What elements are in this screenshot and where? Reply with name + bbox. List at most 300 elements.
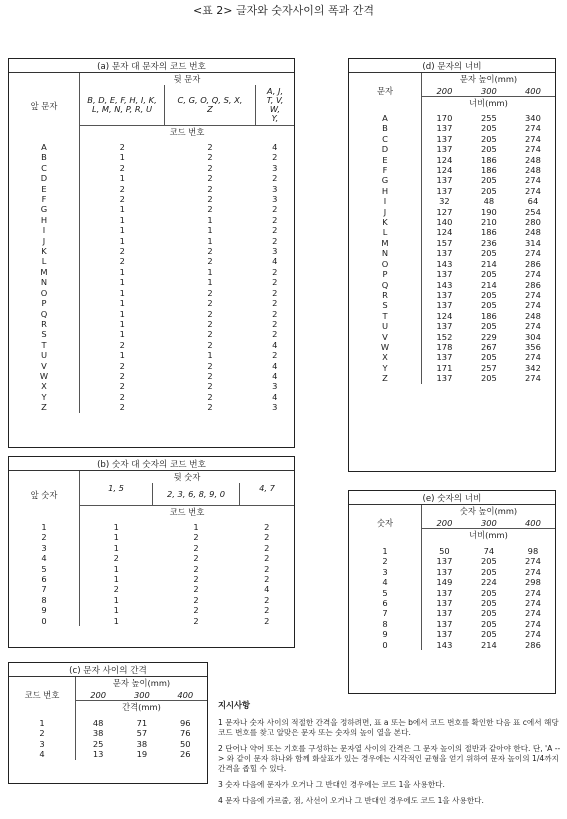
table-cell: 38 (136, 738, 148, 749)
table-cell: 205 (480, 123, 497, 134)
table-cell: 157 (422, 238, 467, 248)
table-cell: 3 (272, 194, 278, 205)
table-cell: 3 (272, 381, 278, 392)
table-row (9, 163, 294, 173)
table-cell: 76 (180, 728, 191, 739)
table-cell: 274 (525, 133, 541, 144)
row-label: V (382, 331, 388, 342)
table-e-sub-header: 너비(mm) (422, 529, 556, 542)
table-cell: 2 (80, 256, 165, 266)
table-b-group-1: 1, 5 (80, 483, 153, 506)
table-cell: 2 (272, 204, 278, 215)
table-cell: 137 (422, 588, 467, 598)
table-cell: 140 (422, 217, 467, 227)
table-e-height-200: 200 (422, 517, 467, 529)
table-cell: 2 (272, 235, 278, 246)
table-cell: 137 (422, 608, 467, 618)
table-cell: 1 (80, 595, 153, 605)
row-label: W (380, 341, 390, 352)
table-cell: 149 (422, 577, 467, 587)
table-cell: 2 (207, 308, 213, 319)
table-cell: 274 (525, 587, 541, 598)
table-cell: 274 (525, 144, 541, 155)
table-c-height-300: 300 (133, 689, 150, 700)
table-cell: 48 (76, 713, 121, 728)
table-cell: 2 (272, 214, 278, 225)
table-cell: 286 (525, 279, 541, 290)
row-label: S (41, 329, 47, 340)
table-row (9, 267, 294, 277)
table-cell: 137 (422, 567, 467, 577)
table-cell: 205 (480, 629, 497, 640)
table-cell: 1 (80, 350, 165, 360)
table-cell: 4 (272, 142, 278, 152)
table-cell: 2 (264, 615, 270, 626)
table-cell: 137 (422, 269, 467, 279)
table-e-col-header: 숫자 높이(mm) (422, 505, 556, 518)
row-label: 7 (382, 608, 388, 619)
table-c-col-header: 문자 높이(mm) (76, 677, 208, 690)
table-cell: 26 (180, 749, 191, 760)
table-row (9, 728, 207, 738)
table-e-height-300: 300 (480, 517, 497, 528)
table-cell: 137 (422, 321, 467, 331)
table-row (9, 532, 294, 542)
table-row (349, 556, 555, 566)
row-label: I (42, 225, 46, 236)
table-cell: 248 (525, 154, 541, 165)
table-cell: 137 (422, 134, 467, 144)
table-cell: 137 (422, 352, 467, 362)
table-b-group-2: 2, 3, 6, 8, 9, 0 (153, 483, 240, 506)
table-cell: 2 (80, 553, 153, 563)
table-cell: 4 (272, 391, 278, 402)
row-label: S (382, 300, 388, 311)
table-cell: 274 (525, 629, 541, 640)
table-c-height-200: 200 (76, 689, 121, 701)
table-cell: 1 (80, 564, 153, 574)
table-cell: 205 (480, 321, 497, 332)
table-cell: 137 (422, 373, 467, 383)
table-cell: 2 (207, 402, 213, 413)
table-cell: 170 (422, 109, 467, 123)
table-cell: 274 (525, 352, 541, 363)
row-label: G (40, 204, 48, 215)
table-row (349, 207, 555, 217)
table-row (349, 577, 555, 587)
table-b-row-header: 앞 숫자 (30, 489, 58, 500)
table-cell: 19 (136, 749, 148, 760)
table-a-row-header: 앞 문자 (30, 100, 58, 111)
table-cell: 2 (272, 173, 278, 184)
table-cell: 25 (76, 739, 121, 749)
table-row (9, 739, 207, 749)
table-row (9, 277, 294, 287)
table-cell: 205 (480, 598, 497, 609)
table-cell: 2 (272, 287, 278, 298)
row-label: D (40, 173, 48, 184)
table-cell: 1 (193, 522, 199, 532)
table-cell: 205 (480, 556, 497, 567)
row-label: T (41, 339, 47, 350)
table-cell: 2 (272, 350, 278, 361)
table-row (349, 134, 555, 144)
table-cell: 2 (80, 246, 165, 256)
table-cell: 1 (80, 204, 165, 214)
table-cell: 2 (264, 563, 270, 574)
table-cell: 3 (272, 246, 278, 257)
table-row (349, 248, 555, 258)
row-label: A (41, 142, 47, 152)
table-cell: 280 (525, 217, 541, 228)
table-row (349, 311, 555, 321)
table-row (9, 340, 294, 350)
table-b-col-header: 뒷 숫자 (80, 471, 295, 484)
row-label: 0 (41, 615, 47, 626)
row-label: B (382, 123, 388, 134)
table-row (9, 749, 207, 759)
table-c-caption: (c) 문자 사이의 간격 (9, 663, 207, 677)
row-label: E (382, 154, 388, 165)
row-label: U (381, 321, 389, 332)
table-row (9, 225, 294, 235)
row-label: I (383, 196, 387, 207)
table-cell: 214 (480, 639, 497, 650)
table-row (349, 352, 555, 362)
table-row (349, 321, 555, 331)
table-row (9, 204, 294, 214)
row-label: 7 (41, 584, 47, 595)
row-label: M (381, 237, 389, 248)
row-label: 6 (41, 574, 47, 585)
table-cell: 2 (80, 138, 165, 152)
table-d-sub-header: 너비(mm) (422, 97, 556, 110)
table-cell: 342 (525, 362, 541, 373)
row-label: N (381, 248, 389, 259)
table-cell: 274 (525, 175, 541, 186)
table-b-group-3: 4, 7 (240, 483, 295, 506)
table-cell: 298 (525, 577, 541, 588)
row-label: 3 (382, 566, 388, 577)
table-cell: 124 (422, 311, 467, 321)
row-label: M (40, 266, 48, 277)
table-cell: 2 (272, 298, 278, 309)
table-cell: 2 (80, 184, 165, 194)
table-row (9, 246, 294, 256)
table-cell: 98 (527, 546, 539, 556)
table-cell: 2 (207, 391, 213, 402)
table-cell: 2 (207, 360, 213, 371)
table-cell: 356 (525, 341, 541, 352)
table-row (9, 138, 294, 152)
table-row (9, 371, 294, 381)
table-cell: 1 (207, 235, 213, 246)
table-cell: 38 (76, 728, 121, 738)
table-cell: 2 (193, 605, 199, 616)
table-row (9, 288, 294, 298)
row-label: E (41, 183, 47, 194)
table-cell: 124 (422, 155, 467, 165)
table-cell: 1 (80, 605, 153, 615)
table-cell: 205 (480, 618, 497, 629)
table-row (349, 109, 555, 123)
table-cell: 2 (207, 152, 213, 163)
table-cell: 2 (193, 574, 199, 585)
table-cell: 2 (207, 381, 213, 392)
table-cell: 186 (480, 227, 497, 238)
row-label: 8 (382, 618, 388, 629)
table-cell: 205 (480, 566, 497, 577)
row-label: H (381, 185, 389, 196)
table-row (9, 256, 294, 266)
row-label: B (41, 152, 47, 163)
table-d-height-200: 200 (422, 85, 467, 97)
table-d-row-header: 문자 (376, 86, 394, 96)
table-cell: 205 (480, 269, 497, 280)
table-cell: 13 (76, 749, 121, 759)
table-cell: 2 (193, 563, 199, 574)
table-cell: 1 (80, 329, 165, 339)
table-d-col-header: 문자 높이(mm) (422, 73, 556, 86)
table-cell: 2 (272, 318, 278, 329)
table-cell: 143 (422, 640, 467, 650)
row-label: Q (381, 279, 389, 290)
table-cell: 2 (264, 522, 270, 532)
table-row (349, 290, 555, 300)
row-label: P (382, 269, 388, 280)
row-label: P (41, 298, 47, 309)
table-row (349, 629, 555, 639)
table-row (349, 238, 555, 248)
table-row (9, 616, 294, 626)
table-cell: 186 (480, 165, 497, 176)
table-cell: 274 (525, 321, 541, 332)
row-label: O (40, 287, 48, 298)
table-cell: 2 (207, 298, 213, 309)
row-label: A (382, 113, 388, 123)
table-d-height-400: 400 (525, 85, 541, 96)
table-c (9, 663, 207, 760)
table-cell: 2 (207, 142, 213, 152)
table-cell: 2 (80, 584, 153, 594)
table-cell: 229 (480, 331, 497, 342)
table-row (9, 381, 294, 391)
table-a-caption: (a) 문자 대 문자의 코드 번호 (9, 59, 294, 73)
row-label: C (382, 133, 388, 144)
table-cell: 236 (480, 237, 497, 248)
table-row (9, 564, 294, 574)
table-b (9, 457, 294, 626)
table-row (9, 402, 294, 412)
table-cell: 48 (483, 196, 495, 207)
table-cell: 274 (525, 618, 541, 629)
table-a-col-header: 뒷 문자 (80, 73, 295, 86)
table-row (349, 175, 555, 185)
table-cell: 1 (80, 532, 153, 542)
table-cell: 137 (422, 556, 467, 566)
table-cell: 137 (422, 629, 467, 639)
table-cell: 2 (193, 594, 199, 605)
table-cell: 2 (207, 339, 213, 350)
table-b-sub-header: 코드 번호 (80, 506, 295, 519)
table-cell: 274 (525, 608, 541, 619)
table-cell: 1 (80, 543, 153, 553)
table-cell: 1 (207, 350, 213, 361)
table-cell: 1 (80, 309, 165, 319)
table-cell: 2 (207, 194, 213, 205)
table-row (349, 186, 555, 196)
table-cell: 210 (480, 217, 497, 228)
table-cell: 2 (80, 194, 165, 204)
table-cell: 186 (480, 154, 497, 165)
table-cell: 205 (480, 300, 497, 311)
table-cell: 304 (525, 331, 541, 342)
table-c-height-400: 400 (177, 689, 194, 700)
table-row (9, 350, 294, 360)
table-cell: 4 (272, 256, 278, 267)
table-row (9, 595, 294, 605)
row-label: K (382, 217, 388, 228)
table-a-group-1: B, D, E, F, H, I, K, L, M, N, P, R, U (80, 85, 165, 126)
table-row (349, 567, 555, 577)
table-cell: 274 (525, 300, 541, 311)
instructions-heading: 지시사항 (218, 700, 251, 710)
table-row (349, 541, 555, 556)
table-cell: 127 (422, 207, 467, 217)
table-c-sub-header: 간격(mm) (76, 701, 208, 714)
row-label: 9 (41, 605, 47, 616)
table-cell: 71 (136, 718, 148, 728)
row-label: 2 (382, 556, 388, 567)
table-cell: 257 (480, 362, 497, 373)
table-cell: 2 (264, 574, 270, 585)
table-cell: 205 (480, 608, 497, 619)
table-cell: 137 (422, 123, 467, 133)
table-row (9, 392, 294, 402)
row-label: 4 (39, 749, 45, 760)
row-label: L (382, 227, 388, 238)
table-e-row-header: 숫자 (376, 518, 394, 528)
table-row (9, 184, 294, 194)
table-cell: 1 (207, 277, 213, 288)
table-cell: 143 (422, 280, 467, 290)
table-row (349, 598, 555, 608)
table-cell: 57 (136, 728, 148, 739)
table-row (9, 574, 294, 584)
table-cell: 171 (422, 363, 467, 373)
table-cell: 143 (422, 259, 467, 269)
table-cell: 214 (480, 279, 497, 290)
table-cell: 4 (272, 360, 278, 371)
table-cell: 137 (422, 619, 467, 629)
table-cell: 1 (207, 266, 213, 277)
row-label: Y (41, 391, 47, 402)
table-cell: 124 (422, 165, 467, 175)
row-label: F (382, 165, 388, 176)
table-cell: 152 (422, 332, 467, 342)
row-label: W (39, 370, 49, 381)
row-label: 3 (41, 542, 47, 553)
table-cell: 2 (193, 615, 199, 626)
table-d-height-300: 300 (480, 85, 497, 96)
table-cell: 274 (525, 373, 541, 384)
table-row (9, 543, 294, 553)
table-cell: 2 (264, 553, 270, 564)
table-cell: 1 (80, 236, 165, 246)
table-cell: 2 (80, 163, 165, 173)
table-d (349, 59, 555, 384)
table-cell: 248 (525, 310, 541, 321)
table-row (9, 584, 294, 594)
table-cell: 286 (525, 258, 541, 269)
table-cell: 1 (207, 225, 213, 236)
table-row (9, 173, 294, 183)
page-title: <표 2> 글자와 숫자사이의 폭과 간격 (192, 4, 375, 17)
instructions (218, 700, 563, 812)
table-cell: 4 (272, 370, 278, 381)
table-cell: 2 (207, 246, 213, 257)
table-cell: 124 (422, 227, 467, 237)
table-cell: 2 (272, 152, 278, 163)
table-row (349, 217, 555, 227)
table-e-caption: (e) 숫자의 너비 (349, 491, 555, 505)
table-cell: 2 (207, 318, 213, 329)
row-label: 5 (41, 563, 47, 574)
table-cell: 1 (80, 215, 165, 225)
row-label: 4 (41, 553, 47, 564)
table-cell: 137 (422, 144, 467, 154)
table-cell: 4 (272, 339, 278, 350)
table-row (349, 640, 555, 650)
table-row (349, 588, 555, 598)
table-cell: 1 (80, 574, 153, 584)
table-cell: 2 (80, 340, 165, 350)
table-row (349, 363, 555, 373)
table-row (9, 605, 294, 615)
table-cell: 2 (207, 256, 213, 267)
row-label: 9 (382, 629, 388, 640)
table-cell: 137 (422, 248, 467, 258)
table-cell: 274 (525, 269, 541, 280)
table-cell: 1 (80, 152, 165, 162)
row-label: K (41, 246, 47, 257)
table-cell: 254 (525, 206, 541, 217)
table-cell: 2 (193, 553, 199, 564)
row-label: O (381, 258, 389, 269)
table-cell: 64 (527, 196, 539, 207)
table-cell: 2 (272, 329, 278, 340)
table-row (349, 373, 555, 383)
table-cell: 205 (480, 373, 497, 384)
table-cell: 1 (207, 214, 213, 225)
table-cell: 2 (193, 542, 199, 553)
row-label: C (41, 162, 47, 173)
table-a-sub-header: 코드 번호 (80, 126, 295, 139)
table-e (349, 491, 555, 650)
table-cell: 286 (525, 639, 541, 650)
row-label: J (383, 206, 387, 217)
row-label: U (40, 350, 48, 361)
row-label: H (40, 214, 48, 225)
row-label: V (41, 360, 47, 371)
table-row (349, 619, 555, 629)
table-cell: 1 (80, 288, 165, 298)
table-cell: 137 (422, 598, 467, 608)
table-cell: 2 (272, 225, 278, 236)
table-cell: 137 (422, 186, 467, 196)
table-cell: 2 (207, 183, 213, 194)
table-cell: 137 (422, 290, 467, 300)
